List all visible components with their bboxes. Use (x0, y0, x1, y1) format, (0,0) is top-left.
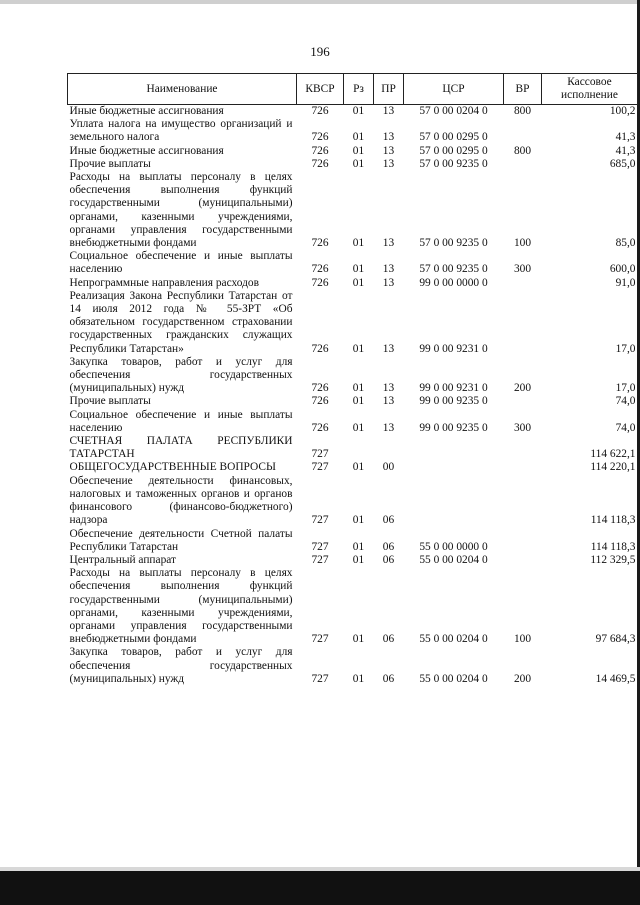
cell-pr: 00 (382, 461, 395, 474)
scan-edge-top (0, 0, 640, 4)
cell-pr: 06 (382, 514, 395, 527)
cell-kvsr: 726 (311, 276, 329, 289)
cell-amount: 17,0 (615, 342, 636, 355)
cell-kvsr: 726 (311, 144, 329, 157)
cell-pr: 13 (382, 342, 395, 355)
cell-name: Расходы на выплаты персоналу в целях обеспечения выполнения функций государственными (муниципальными) органами, казенными учреждениями, органами управления государственными внебюджетными фондами (69, 567, 293, 646)
cell-amount: 97 684,3 (595, 633, 636, 646)
cell-pr: 13 (382, 263, 395, 276)
cell-kvsr: 726 (311, 157, 329, 170)
table-row (68, 435, 638, 461)
cell-kvsr: 726 (311, 395, 329, 408)
cell-rz: 01 (352, 342, 365, 355)
cell-rz: 01 (352, 131, 365, 144)
cell-kvsr: 727 (311, 540, 329, 553)
cell-rz: 01 (352, 263, 365, 276)
cell-amount: 17,0 (615, 382, 636, 395)
page-number: 196 (310, 44, 330, 59)
cell-kvsr: 726 (311, 237, 329, 250)
cell-rz: 01 (352, 461, 365, 474)
cell-rz: 01 (352, 382, 365, 395)
cell-csr: 55 0 00 0000 0 (419, 540, 488, 553)
cell-csr: 99 0 00 0000 0 (419, 276, 488, 289)
cell-csr: 57 0 00 9235 0 (419, 237, 488, 250)
cell-csr (404, 435, 504, 461)
cell-pr: 13 (382, 144, 395, 157)
cell-rz: 01 (352, 421, 365, 434)
cell-kvsr: 726 (311, 105, 329, 117)
cell-pr: 13 (382, 382, 395, 395)
table-row (68, 277, 638, 290)
cell-rz: 01 (352, 395, 365, 408)
cell-rz: 01 (352, 276, 365, 289)
cell-vr (504, 554, 542, 567)
table-row (68, 250, 638, 276)
cell-vr: 200 (513, 382, 532, 395)
cell-kvsr: 727 (311, 672, 329, 685)
cell-pr: 13 (382, 105, 395, 117)
cell-vr (504, 290, 542, 356)
cell-vr (504, 395, 542, 408)
header-pr: ПР (374, 74, 404, 105)
cell-kvsr: 727 (311, 633, 329, 646)
cell-name: Центральный аппарат (69, 553, 177, 566)
header-kvsr: КВСР (297, 74, 344, 105)
table-row (68, 461, 638, 474)
cell-name: ОБЩЕГОСУДАРСТВЕННЫЕ ВОПРОСЫ (69, 461, 276, 474)
cell-kvsr: 726 (311, 421, 329, 434)
table-row (68, 105, 638, 119)
cell-name: Расходы на выплаты персоналу в целях обеспечения выполнения функций государственными (муниципальными) органами, казенными учреждениями, органами управления государственными внебюджетными фондами (69, 171, 293, 250)
cell-csr: 55 0 00 0204 0 (419, 672, 488, 685)
cell-name: Прочие выплаты (69, 157, 151, 170)
cell-amount: 74,0 (615, 395, 636, 408)
table-row (68, 145, 638, 158)
cell-pr: 06 (382, 672, 395, 685)
cell-csr: 55 0 00 0204 0 (419, 633, 488, 646)
cell-amount: 114 118,3 (590, 540, 636, 553)
cell-csr: 57 0 00 0295 0 (419, 131, 488, 144)
cell-name: Реализация Закона Республики Татарстан от 14 июля 2012 года № 55-ЗРТ «Об обязательном государственном страховании государственных гражданских служащих Республики Татарстан» (69, 289, 293, 355)
table-row (68, 118, 638, 144)
cell-csr: 99 0 00 9231 0 (419, 382, 488, 395)
header-name: Наименование (68, 74, 297, 105)
table-row (68, 395, 638, 408)
cell-vr: 300 (513, 421, 532, 434)
cell-pr: 06 (382, 633, 395, 646)
cell-name: Социальное обеспечение и иные выплаты населению (69, 250, 293, 276)
cell-kvsr: 726 (311, 382, 329, 395)
cell-rz: 01 (352, 144, 365, 157)
cell-name: Непрограммные направления расходов (69, 276, 260, 289)
table-row (68, 158, 638, 171)
cell-vr (504, 475, 542, 528)
cell-kvsr: 727 (311, 514, 329, 527)
cell-amount: 41,3 (615, 144, 636, 157)
table-row (68, 171, 638, 250)
scan-edge-bottom (0, 871, 640, 905)
cell-vr (504, 277, 542, 290)
cell-amount: 41,3 (615, 131, 636, 144)
cell-name: СЧЕТНАЯ ПАЛАТА РЕСПУБЛИКИ ТАТАРСТАН (69, 435, 293, 461)
cell-amount: 114 118,3 (590, 514, 636, 527)
cell-csr: 57 0 00 0295 0 (419, 144, 488, 157)
cell-pr: 13 (382, 157, 395, 170)
table-row (68, 290, 638, 356)
cell-name: Социальное обеспечение и иные выплаты населению (69, 408, 293, 434)
table-row (68, 356, 638, 396)
cell-vr: 300 (513, 263, 532, 276)
cell-name: Закупка товаров, работ и услуг для обеспечения государственных (муниципальных) нужд (69, 646, 293, 685)
cell-name: Уплата налога на имущество организаций и земельного налога (69, 118, 293, 144)
cell-vr: 200 (513, 672, 532, 685)
cell-amount: 685,0 (609, 157, 636, 170)
cell-csr: 99 0 00 9235 0 (419, 395, 488, 408)
cell-rz: 01 (352, 514, 365, 527)
cell-rz: 01 (352, 672, 365, 685)
cell-vr (504, 461, 542, 474)
cell-kvsr: 726 (311, 263, 329, 276)
table-row (68, 646, 638, 686)
cell-name: Обеспечение деятельности финансовых, налоговых и таможенных органов и органов финансового (финансово-бюджетного) надзора (69, 474, 293, 527)
cell-amount: 74,0 (615, 421, 636, 434)
cell-vr: 100 (513, 237, 532, 250)
cell-pr: 06 (382, 540, 395, 553)
cell-rz: 01 (352, 540, 365, 553)
cell-csr: 99 0 00 9231 0 (419, 342, 488, 355)
cell-vr: 800 (513, 105, 532, 117)
cell-name: Иные бюджетные ассигнования (69, 144, 224, 157)
table-header-row (68, 74, 638, 105)
cell-pr: 13 (382, 421, 395, 434)
cell-kvsr: 727 (311, 553, 329, 566)
cell-rz: 01 (352, 105, 365, 117)
table-row (68, 528, 638, 554)
cell-kvsr: 726 (311, 342, 329, 355)
cell-rz: 01 (352, 237, 365, 250)
table-row (68, 567, 638, 646)
cell-rz: 01 (352, 157, 365, 170)
cell-vr: 800 (513, 144, 532, 157)
cell-rz (344, 435, 374, 461)
table-row (68, 409, 638, 435)
header-csr: ЦСР (404, 74, 504, 105)
cell-csr: 57 0 00 9235 0 (419, 157, 488, 170)
cell-pr: 13 (382, 276, 395, 289)
cell-amount: 114 622,1 (590, 448, 636, 461)
cell-amount: 85,0 (615, 237, 636, 250)
header-vr: ВР (504, 74, 542, 105)
cell-vr: 100 (513, 633, 532, 646)
cell-vr (504, 528, 542, 554)
cell-pr: 13 (382, 395, 395, 408)
cell-csr: 55 0 00 0204 0 (419, 553, 488, 566)
table-row (68, 554, 638, 567)
cell-kvsr: 727 (311, 461, 329, 474)
cell-vr (504, 118, 542, 144)
cell-rz: 01 (352, 553, 365, 566)
cell-csr: 57 0 00 0204 0 (419, 105, 488, 117)
cell-amount: 100,2 (609, 105, 636, 117)
cell-amount: 114 220,1 (590, 461, 636, 474)
cell-csr (404, 475, 504, 528)
cell-name: Обеспечение деятельности Счетной палаты Республики Татарстан (69, 527, 293, 553)
budget-table (67, 73, 638, 686)
table-row (68, 475, 638, 528)
cell-name: Прочие выплаты (69, 395, 151, 408)
cell-pr: 13 (382, 131, 395, 144)
cell-amount: 600,0 (609, 263, 636, 276)
cell-amount: 112 329,5 (590, 553, 636, 566)
cell-kvsr: 727 (311, 448, 329, 461)
cell-csr (404, 461, 504, 474)
cell-csr: 99 0 00 9235 0 (419, 421, 488, 434)
header-amount: Кассовое исполнение (542, 74, 638, 105)
cell-amount: 14 469,5 (595, 672, 636, 685)
header-rz: Рз (344, 74, 374, 105)
cell-csr: 57 0 00 9235 0 (419, 263, 488, 276)
cell-vr (504, 435, 542, 461)
cell-name: Закупка товаров, работ и услуг для обеспечения государственных (муниципальных) нужд (69, 355, 293, 395)
cell-pr: 06 (382, 553, 395, 566)
cell-amount: 91,0 (615, 276, 636, 289)
cell-vr (504, 158, 542, 171)
cell-pr (374, 435, 404, 461)
cell-pr: 13 (382, 237, 395, 250)
cell-kvsr: 726 (311, 131, 329, 144)
cell-rz: 01 (352, 633, 365, 646)
cell-name: Иные бюджетные ассигнования (69, 105, 224, 117)
